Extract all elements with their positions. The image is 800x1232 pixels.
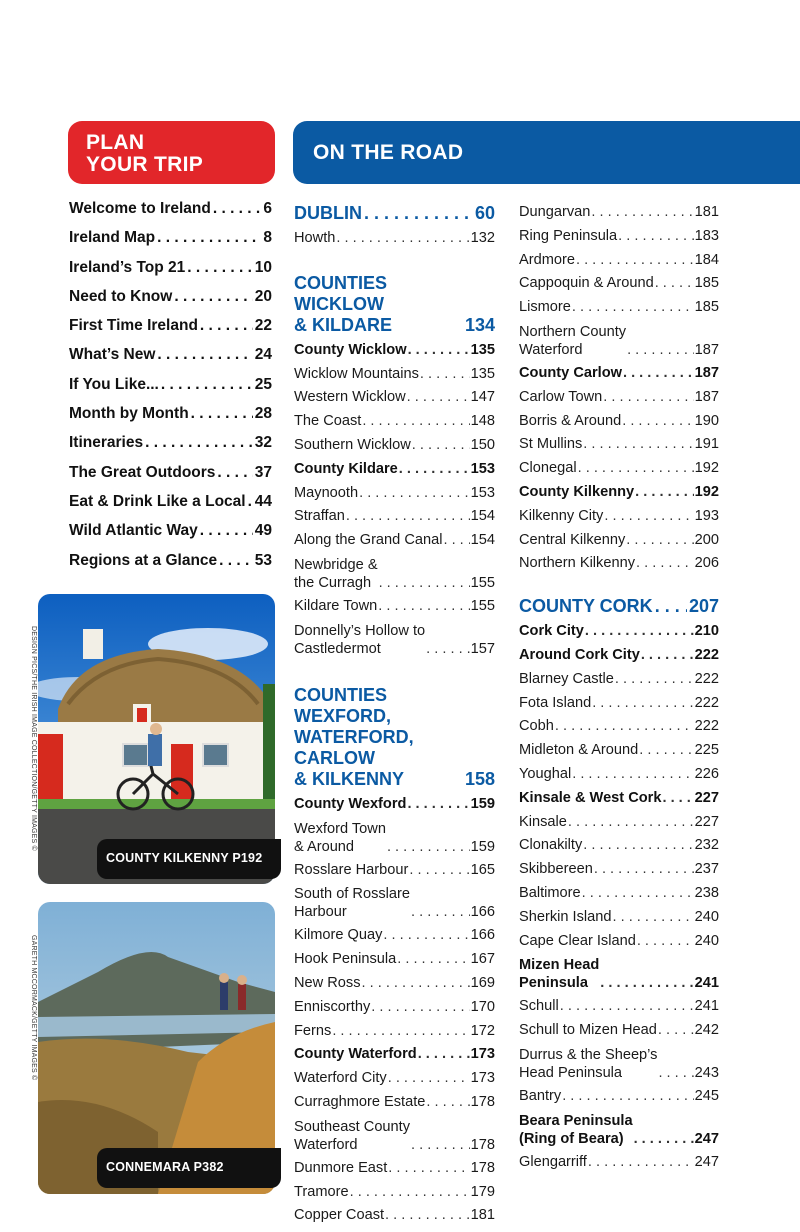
toc-entry-page: 178	[470, 1159, 495, 1176]
toc-entry[interactable]	[519, 227, 719, 251]
toc-entry[interactable]	[69, 464, 272, 493]
toc-entry[interactable]	[519, 646, 719, 670]
toc-entry-wexford-town[interactable]: Wexford Town & Around . . . 159	[294, 819, 495, 861]
photo2-caption: CONNEMARA P382	[97, 1148, 281, 1188]
toc-entry[interactable]	[69, 317, 272, 346]
dot-leader	[350, 1183, 470, 1201]
toc-entry-label: If You Like...	[69, 375, 159, 393]
toc-entry-label: Ireland Map	[69, 229, 156, 247]
toc-entry-label: Fota Island	[519, 694, 592, 711]
toc-entry-label: Skibbereen	[519, 861, 593, 878]
toc-entry-label: Carlow Town	[519, 388, 603, 405]
toc-entry[interactable]	[519, 932, 719, 956]
toc-entry-label: Midleton & Around	[519, 742, 639, 759]
dot-leader	[371, 998, 469, 1016]
toc-entry-label: Regions at a Glance	[69, 551, 218, 569]
dot-leader	[408, 341, 470, 359]
dot-leader	[362, 974, 470, 992]
toc-entry-page: 185	[694, 275, 719, 292]
toc-entry[interactable]	[519, 298, 719, 322]
toc-entry[interactable]	[294, 365, 495, 389]
toc-entry-page: 183	[694, 227, 719, 244]
toc-entry-label: Tramore	[294, 1183, 349, 1200]
toc-entry-label: Waterford City	[294, 1070, 387, 1087]
toc-entry-label: Wild Atlantic Way	[69, 522, 198, 540]
dot-leader	[420, 365, 470, 383]
dot-leader	[407, 388, 470, 406]
dot-leader	[346, 507, 470, 525]
dot-leader	[618, 227, 693, 245]
dot-leader	[578, 459, 694, 477]
waterford-entries	[294, 926, 495, 1116]
toc-entry[interactable]	[69, 522, 272, 551]
dot-leader	[639, 741, 693, 759]
toc-entry-page: 242	[694, 1022, 719, 1039]
toc-entry-label: County Waterford	[294, 1046, 417, 1063]
toc-entry-newbridge[interactable]: Newbridge & the Curragh . . . 155	[294, 555, 495, 597]
toc-entry[interactable]	[519, 507, 719, 531]
toc-entry-label: Kilkenny City	[519, 507, 604, 524]
toc-entry[interactable]	[69, 259, 272, 288]
toc-entry-label: Kilmore Quay	[294, 927, 383, 944]
dot-leader	[641, 646, 694, 664]
toc-entry-page: 153	[470, 460, 495, 477]
toc-entry-page: 210	[694, 623, 719, 640]
dot-leader	[655, 274, 694, 292]
toc-entry[interactable]	[294, 436, 495, 460]
toc-entry-label: Western Wicklow	[294, 389, 406, 406]
toc-entry-label: Northern Kilkenny	[519, 555, 635, 572]
toc-entry-southeast-waterford[interactable]: Southeast County Waterford . . . 178	[294, 1117, 495, 1159]
toc-entry-glengarriff[interactable]: Glengarriff . . . 247	[519, 1153, 719, 1177]
toc-entry[interactable]	[519, 388, 719, 412]
toc-entry-page: 53	[254, 551, 272, 569]
dot-leader	[200, 522, 253, 540]
toc-entry-durrus[interactable]: Durrus & the Sheep’s Head Peninsula . . . 243	[519, 1045, 719, 1087]
toc-entry-page: 190	[694, 412, 719, 429]
toc-entry-howth[interactable]: Howth . . . 132	[294, 229, 495, 253]
toc-entry-page: 25	[254, 375, 272, 393]
toc-entry[interactable]	[519, 251, 719, 275]
toc-entry-page: 187	[694, 388, 719, 405]
toc-entry-label: Dungarvan	[519, 204, 591, 220]
toc-entry-label: Sherkin Island	[519, 908, 612, 925]
toc-entry-page: 237	[694, 861, 719, 878]
wicklow-entries	[294, 341, 495, 555]
toc-entry[interactable]	[519, 1021, 719, 1045]
toc-entry-page: 173	[470, 1046, 495, 1063]
dot-leader	[161, 376, 253, 394]
toc-entry-page: 232	[694, 837, 719, 854]
toc-entry-label: Enniscorthy	[294, 998, 371, 1015]
toc-entry-page: 154	[470, 532, 495, 549]
toc-entry-label: County Wicklow	[294, 341, 407, 358]
toc-entry-label: Baltimore	[519, 884, 581, 901]
toc-entry-page: 184	[694, 251, 719, 268]
coast-entries	[294, 1159, 495, 1230]
toc-entry[interactable]	[519, 860, 719, 884]
dot-leader	[612, 908, 693, 926]
toc-entry-page: 191	[694, 436, 719, 453]
toc-entry[interactable]	[519, 622, 719, 646]
toc-entry-page: 238	[694, 884, 719, 901]
dot-leader	[585, 622, 694, 640]
dot-leader	[359, 484, 470, 502]
toc-entry[interactable]	[294, 950, 495, 974]
toc-entry[interactable]	[294, 1159, 495, 1183]
toc-entry[interactable]	[519, 554, 719, 578]
toc-entry-mizen-head[interactable]: Mizen Head Peninsula . . . 241	[519, 955, 719, 997]
toc-entry[interactable]	[519, 531, 719, 555]
toc-entry-label: Cobh	[519, 718, 554, 735]
toc-entry[interactable]	[519, 274, 719, 298]
dot-leader	[362, 412, 469, 430]
toc-entry[interactable]	[294, 1183, 495, 1207]
toc-entry-label: New Ross	[294, 974, 361, 991]
toc-entry-page: 37	[254, 463, 272, 481]
toc-entry-page: 166	[470, 927, 495, 944]
dot-leader	[615, 670, 694, 688]
dot-leader	[662, 789, 693, 807]
toc-entry[interactable]	[294, 1206, 495, 1230]
toc-entry-page: 181	[470, 1207, 495, 1224]
toc-entry-label: Ireland’s Top 21	[69, 258, 186, 276]
toc-entry-label: The Coast	[294, 413, 362, 430]
toc-entry[interactable]	[294, 412, 495, 436]
toc-entry[interactable]	[519, 741, 719, 765]
toc-entry[interactable]	[69, 552, 272, 581]
toc-entry-label: Hook Peninsula	[294, 951, 397, 968]
toc-entry-page: 192	[694, 483, 719, 500]
toc-entry[interactable]	[294, 388, 495, 412]
toc-entry[interactable]	[69, 434, 272, 463]
toc-entry[interactable]	[69, 493, 272, 522]
plan-your-trip-banner	[68, 121, 275, 184]
dot-leader	[157, 229, 261, 247]
toc-entry-page: 185	[694, 299, 719, 316]
toc-entry[interactable]	[519, 459, 719, 483]
toc-entry-label: The Great Outdoors	[69, 463, 216, 481]
dot-leader	[383, 926, 469, 944]
toc-entry-label: St Mullins	[519, 436, 583, 453]
toc-entry-page: 179	[470, 1183, 495, 1200]
toc-entry-rosslare[interactable]: Rosslare Harbour . . . 165	[294, 861, 495, 885]
dot-leader	[604, 507, 693, 525]
toc-entry-page: 222	[694, 670, 719, 687]
toc-entry-page: 148	[470, 413, 495, 430]
photo2-credit: GARETH MCCORMACK/GETTY IMAGES ©	[30, 935, 37, 1081]
toc-entry[interactable]	[69, 346, 272, 375]
toc-entry-label: Eat & Drink Like a Local	[69, 492, 246, 510]
toc-entry-bantry[interactable]: Bantry . . . 245	[519, 1087, 719, 1111]
toc-entry-page: 226	[694, 765, 719, 782]
toc-entry-label: Month by Month	[69, 405, 189, 423]
toc-entry-page: 200	[694, 531, 719, 548]
toc-entry-label: Schull to Mizen Head	[519, 1022, 657, 1039]
toc-entry-county-wexford[interactable]: County Wexford . . . 159	[294, 795, 495, 819]
toc-entry-page: 173	[470, 1070, 495, 1087]
toc-entry-page: 222	[694, 718, 719, 735]
toc-entry-page: 192	[694, 460, 719, 477]
toc-entry-page: 8	[263, 229, 272, 247]
toc-entry[interactable]	[519, 483, 719, 507]
dot-leader	[443, 531, 469, 549]
dot-leader	[187, 259, 252, 277]
toc-entry-page: 222	[694, 646, 719, 663]
toc-entry-label: First Time Ireland	[69, 317, 198, 335]
toc-entry-kildare-town[interactable]: Kildare Town . . . 155	[294, 597, 495, 621]
toc-entry[interactable]	[69, 288, 272, 317]
toc-entry-south-rosslare[interactable]: South of Rosslare Harbour . . . 166	[294, 884, 495, 926]
toc-entry-page: 154	[470, 508, 495, 525]
dot-leader	[658, 1021, 694, 1039]
toc-entry[interactable]	[294, 484, 495, 508]
toc-entry-label: Blarney Castle	[519, 670, 614, 687]
dot-leader	[637, 932, 694, 950]
toc-entry-page: 10	[254, 258, 272, 276]
toc-entry-page: 187	[694, 364, 719, 381]
dot-leader	[582, 884, 694, 902]
toc-entry-page: 178	[470, 1093, 495, 1110]
toc-entry[interactable]	[519, 997, 719, 1021]
toc-entry[interactable]	[294, 341, 495, 365]
toc-entry[interactable]	[294, 507, 495, 531]
toc-column-1	[294, 203, 495, 1230]
plan-title-line1: PLAN	[86, 131, 145, 154]
section-heading-county-cork[interactable]: COUNTY CORK . . . 207	[519, 596, 719, 617]
toc-entry-label: Youghal	[519, 765, 572, 782]
dot-leader	[191, 405, 253, 423]
toc-entry[interactable]	[519, 670, 719, 694]
plan-list	[69, 200, 272, 581]
toc-entry[interactable]	[519, 717, 719, 741]
toc-entry-page: 24	[254, 346, 272, 364]
toc-entry-page: 181	[694, 204, 719, 220]
plan-title-line2: YOUR TRIP	[86, 153, 204, 176]
toc-entry[interactable]	[519, 765, 719, 789]
dot-leader	[560, 997, 694, 1015]
toc-entry-label: Ferns	[294, 1022, 332, 1039]
toc-entry-label: Borris & Around	[519, 412, 622, 429]
section-heading-wexford-waterford-carlow-kilkenny[interactable]: COUNTIES WEXFORD, WATERFORD, CARLOW & KILKENNY 158	[294, 684, 495, 789]
toc-entry[interactable]	[294, 1045, 495, 1069]
toc-entry[interactable]	[294, 460, 495, 484]
dot-leader	[174, 288, 252, 306]
toc-entry-page: 20	[254, 287, 272, 305]
toc-entry-page: 227	[694, 813, 719, 830]
schull-entries	[519, 997, 719, 1045]
dot-leader	[145, 434, 253, 452]
toc-entry-page: 147	[470, 389, 495, 406]
dot-leader	[583, 435, 693, 453]
toc-entry-page: 150	[470, 436, 495, 453]
toc-entry-label: Clonegal	[519, 460, 577, 477]
toc-entry[interactable]	[294, 531, 495, 555]
dot-leader	[397, 950, 469, 968]
toc-entry-page: 167	[470, 951, 495, 968]
dot-leader	[426, 1093, 469, 1111]
toc-entry-label: Dunmore East	[294, 1159, 388, 1176]
on-the-road-banner: ON THE ROAD	[293, 121, 800, 184]
dot-leader	[594, 860, 694, 878]
dot-leader	[248, 493, 253, 511]
toc-entry-label: Cappoquin & Around	[519, 275, 654, 292]
toc-entry-page: 153	[470, 484, 495, 501]
dot-leader	[388, 1069, 470, 1087]
toc-entry-page: 44	[254, 492, 272, 510]
toc-entry[interactable]	[69, 200, 272, 229]
photo1-credit: DESIGN PICS/THE IRISH IMAGE COLLECTION/GETTY IMAGES ©	[30, 626, 37, 851]
section-heading-dublin[interactable]: DUBLIN . . . 60	[294, 203, 495, 224]
toc-entry[interactable]	[69, 376, 272, 405]
toc-entry-page: 49	[254, 522, 272, 540]
toc-entry-page: 172	[470, 1022, 495, 1039]
toc-entry[interactable]	[294, 926, 495, 950]
toc-entry-page: 225	[694, 742, 719, 759]
dot-leader	[572, 765, 693, 783]
toc-entry-label: Straffan	[294, 508, 345, 525]
toc-entry[interactable]	[519, 203, 719, 227]
dot-leader	[217, 464, 252, 482]
toc-entry-label: Schull	[519, 998, 559, 1015]
toc-entry-label: Ardmore	[519, 251, 575, 268]
toc-entry-label: Need to Know	[69, 287, 173, 305]
toc-entry-label: What’s New	[69, 346, 156, 364]
dot-leader	[636, 554, 694, 572]
toc-entry[interactable]	[519, 412, 719, 436]
toc-entry-beara[interactable]: Beara Peninsula (Ring of Beara) . . . 247	[519, 1111, 719, 1153]
dot-leader	[568, 813, 694, 831]
toc-entry-label: Itineraries	[69, 434, 144, 452]
dot-leader	[622, 412, 693, 430]
toc-entry[interactable]	[294, 974, 495, 998]
dot-leader	[626, 531, 693, 549]
toc-entry-page: 135	[470, 365, 495, 382]
waterford-west-entries	[519, 203, 719, 322]
toc-entry-page: 135	[470, 341, 495, 358]
photo1-caption: COUNTY KILKENNY P192	[97, 839, 281, 879]
toc-entry[interactable]	[69, 405, 272, 434]
dot-leader	[157, 346, 252, 364]
toc-entry-label: Maynooth	[294, 484, 359, 501]
toc-entry-label: Curraghmore Estate	[294, 1093, 426, 1110]
toc-entry-label: Kinsale & West Cork	[519, 789, 662, 806]
toc-entry-label: Ring Peninsula	[519, 227, 618, 244]
carlow-kilkenny-entries	[519, 364, 719, 578]
dot-leader	[412, 436, 470, 454]
toc-column-2	[519, 203, 719, 1177]
toc-entry-donnelly[interactable]: Donnelly’s Hollow to Castledermot . . . 157	[294, 621, 495, 663]
toc-entry-page: 170	[470, 998, 495, 1015]
toc-entry-page: 193	[694, 507, 719, 524]
toc-entry-page: 6	[263, 200, 272, 217]
dot-leader	[592, 694, 693, 712]
toc-entry-label: Welcome to Ireland	[69, 200, 211, 217]
toc-entry-label: Copper Coast	[294, 1207, 385, 1224]
toc-entry-label: Central Kilkenny	[519, 531, 626, 548]
toc-entry-label: Along the Grand Canal	[294, 532, 443, 549]
cork-entries	[519, 622, 719, 955]
toc-entry-page: 241	[694, 998, 719, 1015]
dot-leader	[576, 251, 694, 269]
toc-entry-label: Clonakilty	[519, 837, 583, 854]
dot-leader	[635, 483, 694, 501]
toc-entry-label: County Carlow	[519, 364, 622, 381]
dot-leader	[623, 364, 694, 382]
toc-entry-page: 169	[470, 974, 495, 991]
toc-entry[interactable]	[69, 229, 272, 258]
dot-leader	[213, 200, 262, 218]
toc-entry-label: County Kilkenny	[519, 483, 635, 500]
toc-entry[interactable]	[294, 1093, 495, 1117]
toc-entry-page: 206	[694, 555, 719, 572]
toc-entry[interactable]	[294, 998, 495, 1022]
toc-entry[interactable]	[294, 1069, 495, 1093]
toc-entry-label: Cape Clear Island	[519, 932, 636, 949]
dot-leader	[591, 203, 693, 221]
toc-entry-page: 222	[694, 694, 719, 711]
dot-leader	[603, 388, 693, 406]
toc-entry-label: County Kildare	[294, 460, 398, 477]
toc-entry[interactable]	[294, 1022, 495, 1046]
toc-entry-label: Wicklow Mountains	[294, 365, 419, 382]
toc-entry-northern-waterford[interactable]: Northern County Waterford . . . 187	[519, 322, 719, 364]
dot-leader	[399, 460, 470, 478]
toc-entry-page: 28	[254, 405, 272, 423]
dot-leader	[385, 1206, 470, 1224]
toc-entry[interactable]	[519, 836, 719, 860]
toc-entry-label: Around Cork City	[519, 646, 640, 663]
dot-leader	[555, 717, 694, 735]
toc-entry[interactable]	[519, 813, 719, 837]
toc-entry-label: Kinsale	[519, 813, 567, 830]
toc-entry-label: Southern Wicklow	[294, 436, 411, 453]
toc-entry-label: Lismore	[519, 299, 571, 316]
toc-entry[interactable]	[519, 789, 719, 813]
dot-leader	[219, 552, 253, 570]
toc-entry-page: 240	[694, 908, 719, 925]
toc-entry-page: 240	[694, 932, 719, 949]
dot-leader	[388, 1159, 469, 1177]
toc-entry-page: 32	[254, 434, 272, 452]
toc-entry[interactable]	[519, 908, 719, 932]
toc-entry[interactable]	[519, 435, 719, 459]
toc-entry[interactable]	[519, 694, 719, 718]
dot-leader	[583, 836, 693, 854]
toc-entry-label: Cork City	[519, 623, 584, 640]
section-heading-wicklow-kildare[interactable]: COUNTIES WICKLOW & KILDARE 134	[294, 272, 495, 335]
toc-entry-page: 227	[694, 789, 719, 806]
dot-leader	[418, 1045, 470, 1063]
dot-leader	[200, 317, 253, 335]
dot-leader	[332, 1022, 469, 1040]
toc-entry-page: 22	[254, 317, 272, 335]
dot-leader	[572, 298, 694, 316]
toc-entry[interactable]	[519, 884, 719, 908]
toc-entry[interactable]	[519, 364, 719, 388]
